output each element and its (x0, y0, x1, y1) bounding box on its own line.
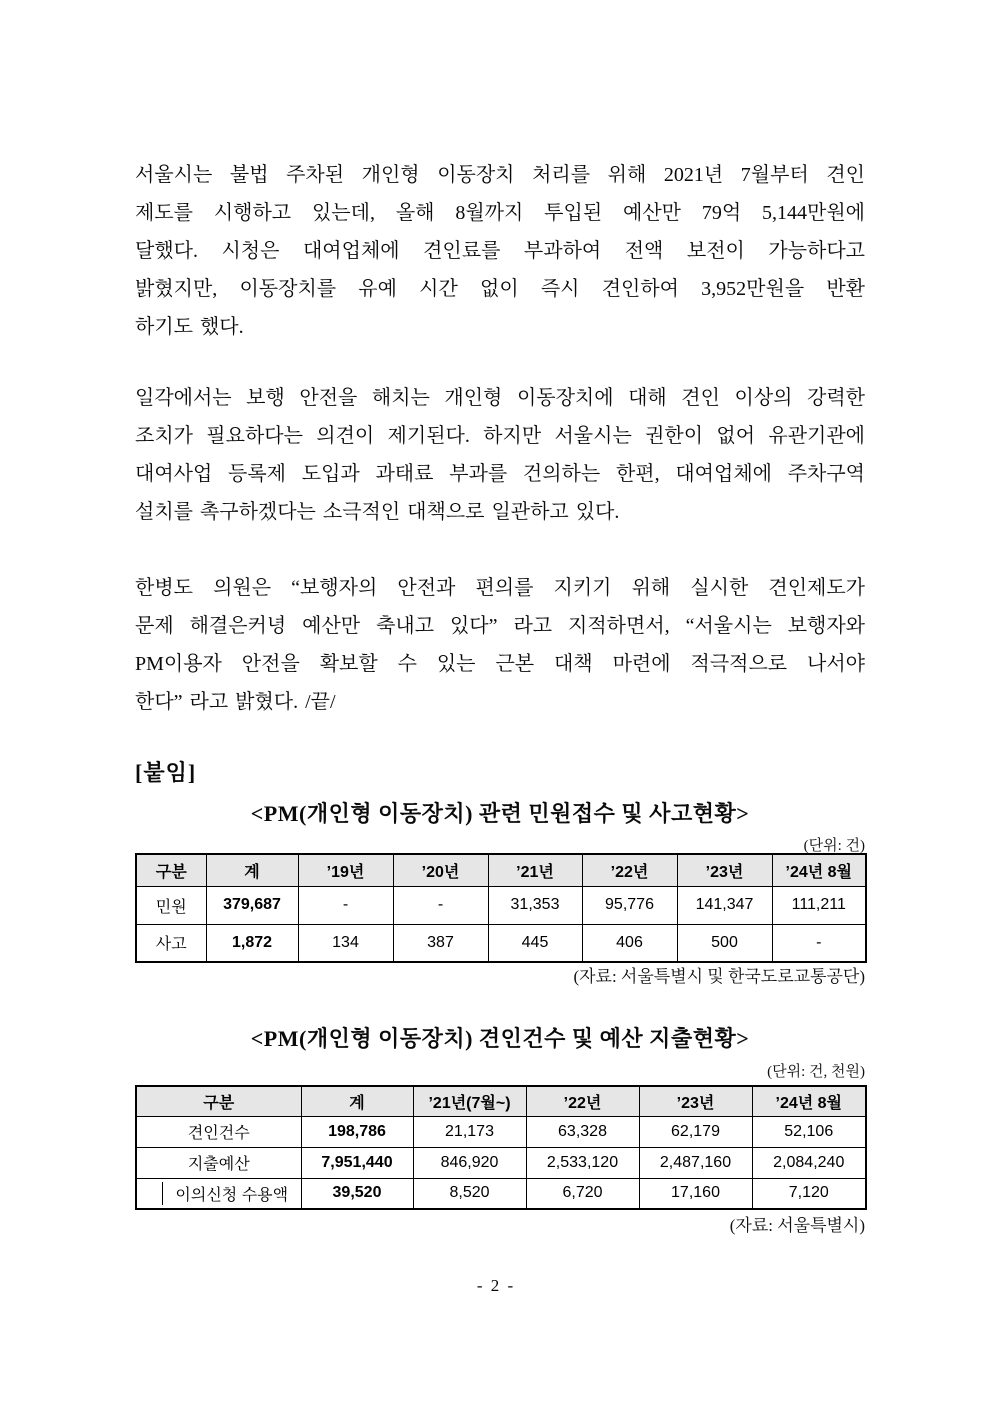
table-cell: - (772, 924, 866, 962)
table-header-cell: ’24년 8월 (752, 1086, 866, 1116)
table-header-cell: ’19년 (298, 854, 393, 886)
table-row (136, 886, 866, 924)
paragraph-line: 제도를 시행하고 있는데, 올해 8월까지 투입된 예산만 79억 5,144만원에 (135, 202, 865, 224)
table-cell: 2,487,160 (639, 1147, 752, 1178)
table-header-cell: ’21년 (488, 854, 582, 886)
complaints-accidents-table (135, 853, 867, 963)
table-cell: 1,872 (206, 924, 298, 962)
table-cell: 31,353 (488, 886, 582, 924)
table-header-cell: ’21년(7월~) (413, 1086, 526, 1116)
table-header-cell: 구분 (136, 1086, 301, 1116)
row-label: 민원 (136, 886, 206, 924)
table-cell: 198,786 (301, 1116, 413, 1147)
row-label: 견인건수 (136, 1116, 301, 1147)
table-cell: 63,328 (526, 1116, 639, 1147)
table-header-cell: ’22년 (582, 854, 677, 886)
paragraph-line: 설치를 촉구하겠다는 소극적인 대책으로 일관하고 있다. (135, 501, 620, 523)
table-header-row (136, 854, 866, 886)
paragraph-line: 한다” 라고 밝혔다. /끝/ (135, 691, 336, 713)
table-cell: 7,120 (752, 1178, 866, 1209)
table2-unit-note: (단위: 건, 천원) (767, 1064, 865, 1080)
table-row (136, 1116, 866, 1147)
table-row (136, 1147, 866, 1178)
table-cell: 39,520 (301, 1178, 413, 1209)
table-header-cell: ’20년 (393, 854, 488, 886)
table2-source-note: (자료: 서울특별시) (729, 1216, 865, 1235)
table-cell: 134 (298, 924, 393, 962)
table-cell: 52,106 (752, 1116, 866, 1147)
table1-unit-note: (단위: 건) (803, 838, 865, 854)
row-label: 지출예산 (136, 1147, 301, 1178)
row-label-nested (136, 1178, 301, 1209)
table-cell: 406 (582, 924, 677, 962)
table-header-cell: 구분 (136, 854, 206, 886)
attachment-label: [붙임] (135, 760, 197, 785)
table-cell: 2,084,240 (752, 1147, 866, 1178)
table-header-row (136, 1086, 866, 1116)
table-row-indented (136, 1178, 866, 1209)
row-label: 사고 (136, 924, 206, 962)
table-cell: - (298, 886, 393, 924)
table-header-cell: ’23년 (677, 854, 772, 886)
paragraph-line: 달했다. 시청은 대여업체에 견인료를 부과하여 전액 보전이 가능하다고 (135, 240, 865, 262)
indent-spacer (137, 1182, 163, 1205)
page-number: - 2 - (476, 1276, 516, 1295)
paragraph-line: 일각에서는 보행 안전을 해치는 개인형 이동장치에 대해 견인 이상의 강력한 (135, 387, 865, 409)
table-cell: 62,179 (639, 1116, 752, 1147)
body-paragraph-1 (135, 156, 865, 346)
table-cell: 17,160 (639, 1178, 752, 1209)
table-cell: 6,720 (526, 1178, 639, 1209)
table-cell: 500 (677, 924, 772, 962)
row-label: 이의신청 수용액 (175, 1186, 289, 1204)
table-cell: 21,173 (413, 1116, 526, 1147)
table2-title: <PM(개인형 이동장치) 견인건수 및 예산 지출현황> (250, 1026, 750, 1051)
table-row (136, 924, 866, 962)
towing-budget-table (135, 1085, 867, 1210)
paragraph-line: 하기도 했다. (135, 316, 244, 338)
body-paragraph-3 (135, 569, 865, 721)
paragraph-line: 밝혔지만, 이동장치를 유예 시간 없이 즉시 견인하여 3,952만원을 반환 (135, 278, 865, 300)
table-header-cell: ’22년 (526, 1086, 639, 1116)
table-header-cell: 계 (301, 1086, 413, 1116)
paragraph-line: 조치가 필요하다는 의견이 제기된다. 하지만 서울시는 권한이 없어 유관기관에 (135, 425, 865, 447)
table-cell: - (393, 886, 488, 924)
table-cell: 379,687 (206, 886, 298, 924)
table-cell: 387 (393, 924, 488, 962)
table-cell: 846,920 (413, 1147, 526, 1178)
body-paragraph-2 (135, 379, 865, 531)
table-cell: 141,347 (677, 886, 772, 924)
table-cell: 2,533,120 (526, 1147, 639, 1178)
table1-source-note: (자료: 서울특별시 및 한국도로교통공단) (573, 967, 865, 986)
table-header-cell: 계 (206, 854, 298, 886)
table-cell: 95,776 (582, 886, 677, 924)
paragraph-line: 대여사업 등록제 도입과 과태료 부과를 건의하는 한편, 대여업체에 주차구역 (135, 463, 865, 485)
table-cell: 445 (488, 924, 582, 962)
table-header-cell: ’24년 8월 (772, 854, 866, 886)
table-header-cell: ’23년 (639, 1086, 752, 1116)
paragraph-line: 한병도 의원은 “보행자의 안전과 편의를 지키기 위해 실시한 견인제도가 (135, 577, 865, 599)
paragraph-line: 서울시는 불법 주차된 개인형 이동장치 처리를 위해 2021년 7월부터 견인 (135, 164, 865, 186)
paragraph-line: PM이용자 안전을 확보할 수 있는 근본 대책 마련에 적극적으로 나서야 (135, 653, 865, 675)
table-cell: 8,520 (413, 1178, 526, 1209)
paragraph-line: 문제 해결은커녕 예산만 축내고 있다” 라고 지적하면서, “서울시는 보행자와 (135, 615, 865, 637)
table-cell: 7,951,440 (301, 1147, 413, 1178)
table1-title: <PM(개인형 이동장치) 관련 민원접수 및 사고현황> (250, 801, 750, 826)
table-cell: 111,211 (772, 886, 866, 924)
